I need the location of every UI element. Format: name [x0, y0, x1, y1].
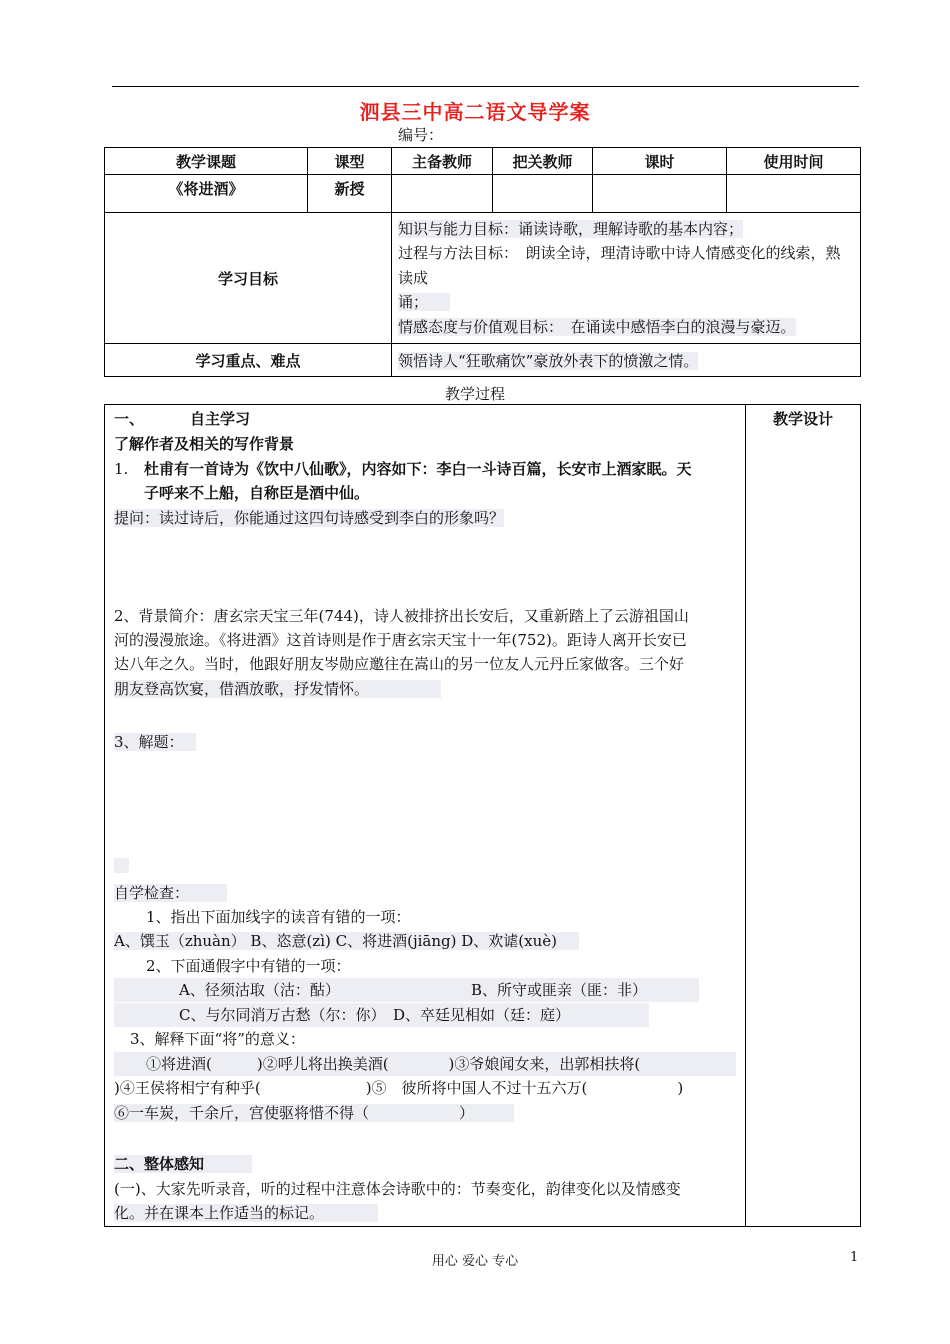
goal-emotion: 情感态度与价值观目标： 在诵读中感悟李白的浪漫与豪迈。: [398, 317, 796, 336]
goals-content: [392, 213, 861, 344]
section2-line1: (一)、大家先听录音，听的过程中注意体会诗歌中的：节奏变化，韵律变化以及情感变: [114, 1180, 681, 1198]
process-title: 教学过程: [444, 385, 505, 403]
q1-line1: 1. 杜甫有一首诗为《饮中八仙歌》，内容如下：李白一斗诗百篇，长安市上酒家眠。天: [114, 460, 692, 478]
info-table: [104, 147, 861, 377]
bg-line2: 河的漫漫旅途。《将进酒》这首诗则是作于唐玄宗天宝十一年(752)。距诗人离开长安已: [114, 631, 687, 649]
self-check-q3-line2: )④王侯将相宁有种乎( )⑤ 彼所将中国人不过十五六万( ): [114, 1079, 684, 1097]
value-type: 新授: [308, 175, 392, 213]
goal-knowledge: 知识与能力目标：诵读诗歌，理解诗歌的基本内容；: [398, 219, 744, 238]
self-check-q1: 1、指出下面加线字的读音有错的一项：: [146, 908, 411, 926]
info-header-row: [105, 148, 861, 175]
code-label: 编号：: [398, 126, 444, 144]
focus-label: 学习重点、难点: [105, 344, 392, 377]
self-check-title: 自学检查：: [114, 881, 227, 905]
goals-label: 学习目标: [105, 213, 392, 344]
self-check-q1-options: A、馔玉（zhuàn） B、恣意(zì) C、将进酒(jiāng) D、欢谑(xuè): [114, 929, 579, 953]
self-check-q3-line1: ①将进酒( )②呼儿将出换美酒( )③爷娘闻女来，出郭相扶将(: [114, 1052, 736, 1076]
section1-sub: 了解作者及相关的写作背景: [114, 435, 295, 453]
self-check-q2-cd: C、与尔同消万古愁（尔：你） D、卒廷见相如（廷：庭）: [114, 1003, 649, 1027]
section2-line2: 化。并在课本上作适当的标记。: [114, 1201, 378, 1225]
jieti-line: 3、解题：: [114, 730, 196, 754]
value-period: [593, 175, 727, 213]
section1-heading: 一、 自主学习: [114, 410, 251, 428]
self-check-q3: 3、解释下面“将”的意义：: [130, 1030, 305, 1048]
q1-line2: 子呼来不上船，自称臣是酒中仙。: [144, 484, 370, 502]
header-rule: [112, 86, 859, 87]
header-review-teacher: 把关教师: [493, 148, 593, 175]
bg-line4: 朋友登高饮宴，借酒放歌，抒发情怀。: [114, 677, 441, 701]
bg-line1: 2、背景简介：唐玄宗天宝三年(744)，诗人被排挤出长安后，又重新踏上了云游祖国山: [114, 607, 689, 625]
value-date: [727, 175, 861, 213]
goal-process-cont: 诵；: [398, 290, 854, 315]
header-course: 教学课题: [105, 148, 308, 175]
header-type: 课型: [308, 148, 392, 175]
design-label: 教学设计: [772, 410, 833, 428]
page-title: 泗县三中高二语文导学案: [359, 100, 591, 124]
info-value-row: [105, 175, 861, 213]
bg-line3: 达八年之久。当时，他跟好朋友岑勋应邀往在嵩山的另一位友人元丹丘家做客。三个好: [114, 655, 685, 673]
page-number: 1: [850, 1250, 859, 1265]
footer-motto: 用心 爱心 专心: [431, 1254, 519, 1269]
self-check-q2: 2、下面通假字中有错的一项：: [146, 957, 351, 975]
value-course: 《将进酒》: [105, 175, 308, 213]
self-check-q2-ab: A、径须沽取（沽：酤） B、所守或匪亲（匪：非）: [114, 978, 699, 1002]
goals-row: [105, 213, 861, 344]
column-divider: [745, 404, 746, 1226]
section2-heading: 二、整体感知: [114, 1152, 252, 1176]
value-main-teacher: [392, 175, 493, 213]
focus-row: [105, 344, 861, 377]
focus-content: 领悟诗人“狂歌痛饮”豪放外表下的愤激之情。: [392, 344, 861, 377]
self-check-q3-line3: ⑥一车炭，千余斤，宫使驱将惜不得（ ）: [114, 1101, 514, 1125]
goal-process: 过程与方法目标： 朗读全诗，理清诗歌中诗人情感变化的线索，熟读成: [398, 244, 841, 287]
ask-line: 提问：读过诗后，你能通过这四句诗感受到李白的形象吗？: [114, 509, 505, 527]
header-main-teacher: 主备教师: [392, 148, 493, 175]
checkbox-mark: [114, 858, 129, 873]
header-period: 课时: [593, 148, 727, 175]
header-date: 使用时间: [727, 148, 861, 175]
value-review-teacher: [493, 175, 593, 213]
